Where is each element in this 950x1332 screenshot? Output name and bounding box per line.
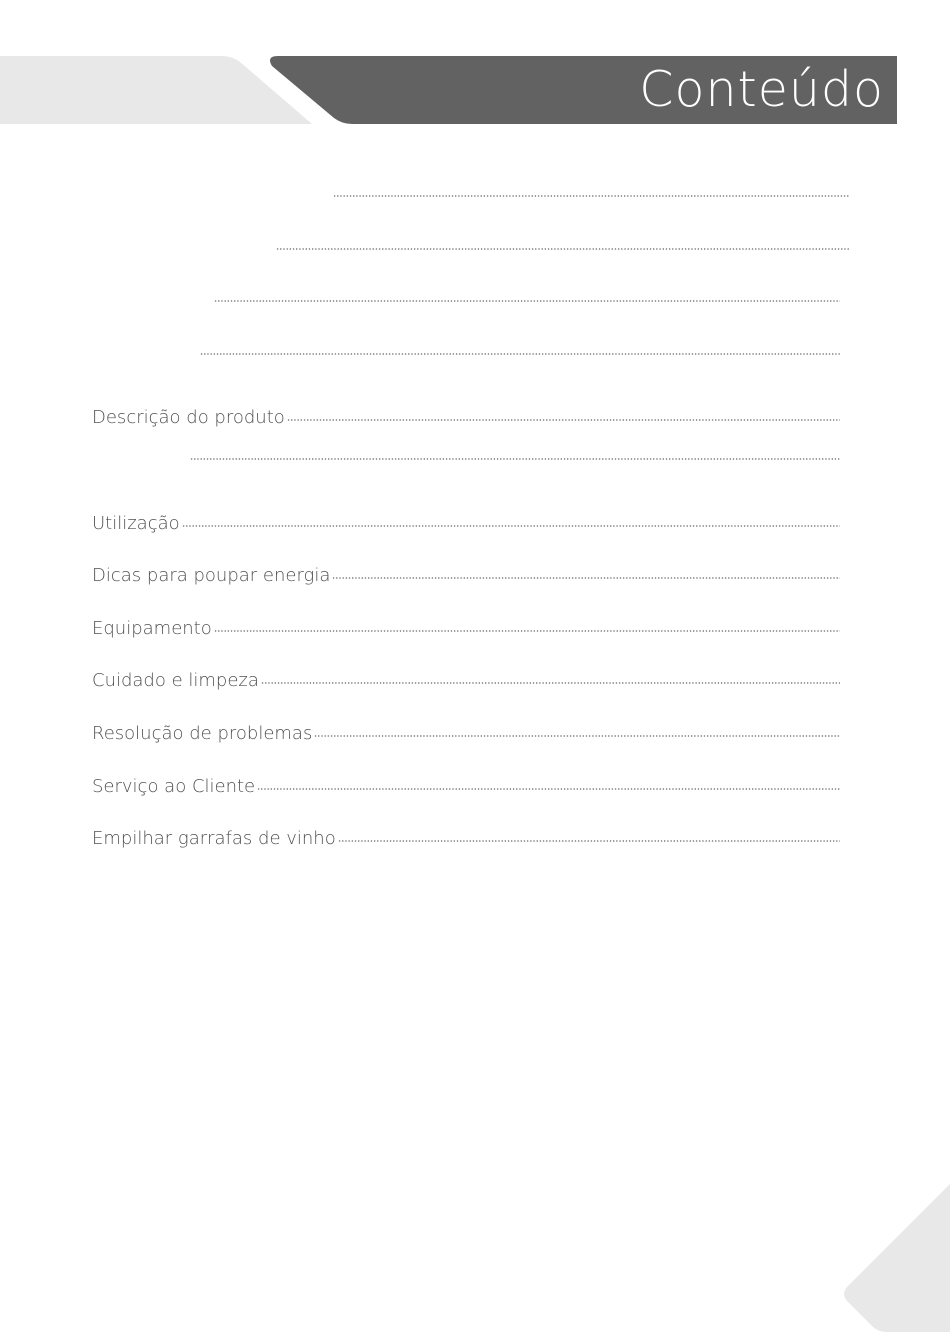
page-title: Conteúdo (639, 61, 884, 118)
toc-dot-leader (182, 525, 840, 527)
toc-dot-leader (338, 840, 840, 842)
toc-entry[interactable] (92, 513, 840, 537)
toc-entry-label: Descrição do produto (92, 407, 285, 428)
toc-dot-leader (190, 458, 840, 460)
corner-triangle (844, 1184, 950, 1332)
toc-entry[interactable] (188, 460, 840, 484)
toc-entry[interactable] (92, 776, 840, 800)
toc-entry[interactable] (92, 618, 840, 642)
toc-entry[interactable] (92, 670, 840, 694)
toc-dot-leader (333, 195, 850, 197)
toc-entry[interactable] (92, 723, 840, 747)
toc-entry-label: Resolução de problemas (92, 723, 313, 744)
toc-entry[interactable] (198, 355, 840, 379)
toc-dot-leader (287, 419, 840, 421)
toc-dot-leader (261, 682, 840, 684)
toc-dot-leader (214, 300, 840, 302)
toc-entry-label: Utilização (92, 513, 180, 534)
corner-decoration (840, 1182, 950, 1332)
toc-entry[interactable] (92, 565, 840, 589)
toc-dot-leader (276, 248, 850, 250)
toc-dot-leader (314, 735, 840, 737)
toc-entry-label: Equipamento (92, 618, 212, 639)
toc-dot-leader (332, 577, 840, 579)
toc-dot-leader (200, 353, 840, 355)
toc-dot-leader (257, 788, 840, 790)
toc-entry[interactable] (331, 197, 850, 221)
toc-dot-leader (214, 630, 840, 632)
toc-entry[interactable] (92, 407, 840, 431)
toc-entry-label: Empilhar garrafas de vinho (92, 828, 336, 849)
toc-entry-label: Cuidado e limpeza (92, 670, 259, 691)
toc-entry[interactable] (274, 250, 850, 274)
toc-entry[interactable] (92, 828, 840, 852)
toc-entry-label: Dicas para poupar energia (92, 565, 331, 586)
toc-entry-label: Serviço ao Cliente (92, 776, 256, 797)
toc-entry[interactable] (212, 302, 840, 326)
